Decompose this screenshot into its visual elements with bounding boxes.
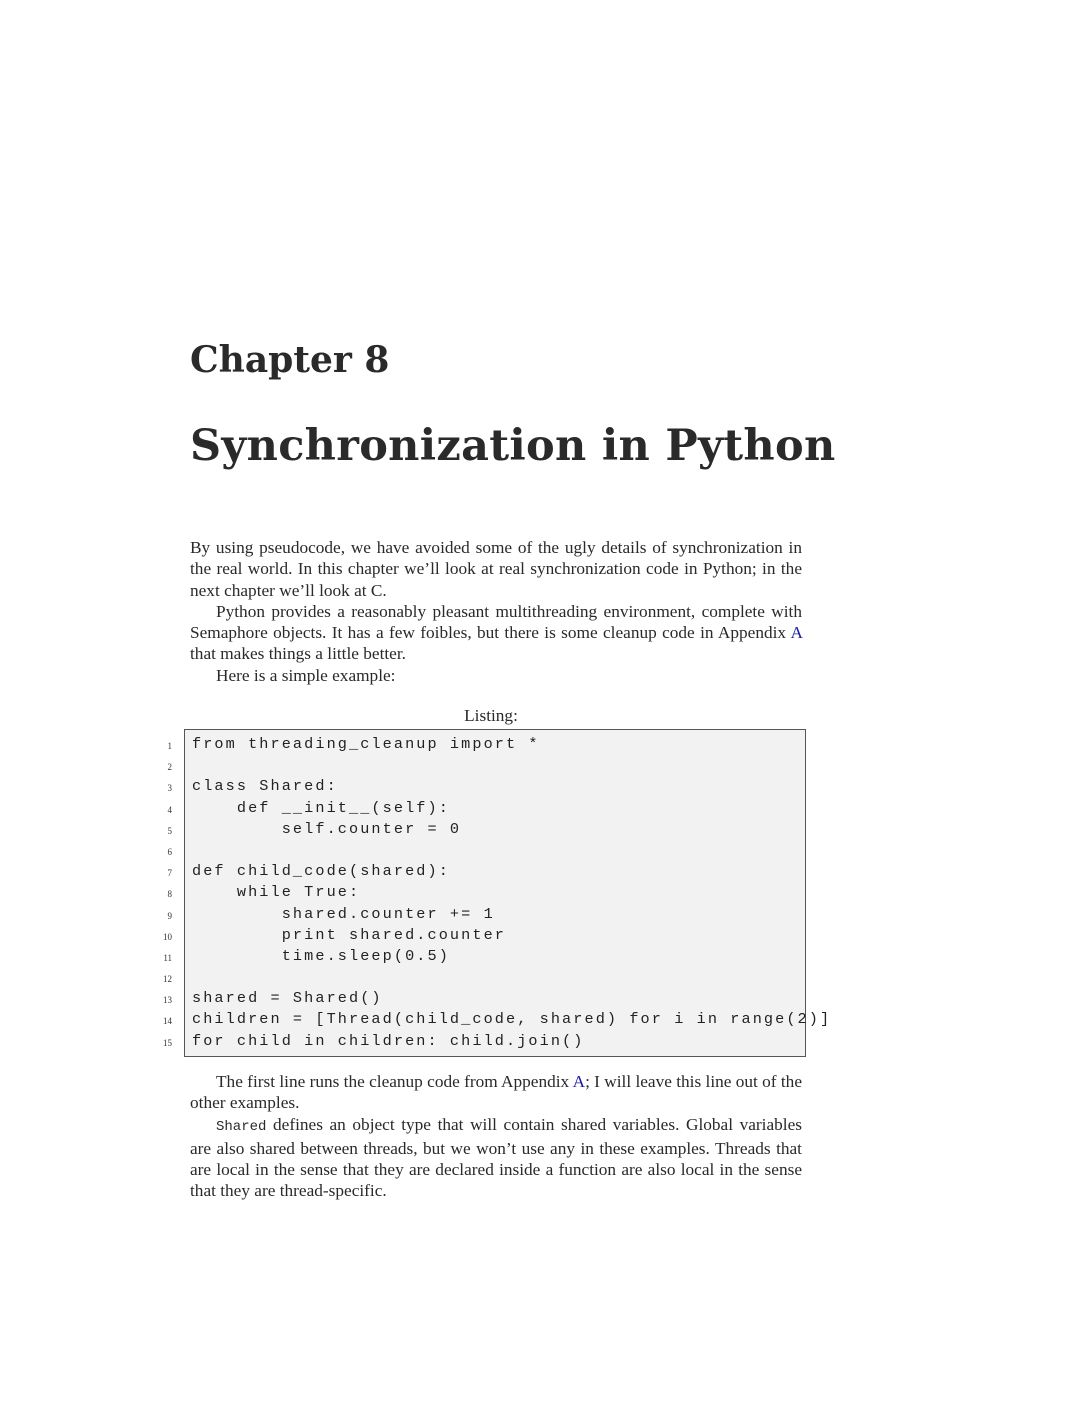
code-text: def __init__(self): bbox=[192, 798, 450, 817]
code-line bbox=[0, 798, 1088, 819]
code-line bbox=[0, 1009, 1088, 1030]
code-line bbox=[0, 755, 1088, 776]
after-paragraph-2 bbox=[190, 1114, 802, 1202]
line-number: 4 bbox=[167, 804, 172, 815]
line-number: 12 bbox=[163, 974, 172, 985]
code-line bbox=[0, 861, 1088, 882]
code-line bbox=[0, 840, 1088, 861]
line-number: 5 bbox=[167, 825, 172, 836]
appendix-a-link-2[interactable]: A bbox=[572, 1072, 586, 1091]
code-line bbox=[0, 819, 1088, 840]
code-text: def child_code(shared): bbox=[192, 862, 450, 881]
code-text: from threading_cleanup import * bbox=[192, 735, 540, 753]
code-text: print shared.counter bbox=[192, 925, 506, 944]
code-line bbox=[0, 946, 1088, 967]
line-number: 2 bbox=[167, 762, 172, 773]
code-line bbox=[0, 734, 1088, 755]
code-line bbox=[0, 904, 1088, 925]
code-line bbox=[0, 1031, 1088, 1052]
code-text: class Shared: bbox=[192, 777, 338, 796]
code-line bbox=[0, 967, 1088, 988]
code-text: time.sleep(0.5) bbox=[192, 946, 450, 965]
after-paragraph-2-text: defines an object type that will contain shared variables. Global variables are also shared between threads, but we won’t use any in these examples. Threads that are local in the sense that they are declared inside a function are also local in the sense that they are thread-specific. bbox=[190, 1114, 802, 1201]
line-number: 6 bbox=[167, 846, 172, 857]
code-text: for child in children: child.join() bbox=[192, 1031, 585, 1050]
line-number: 9 bbox=[167, 910, 172, 921]
after-paragraph-1-tail: ; I will leave this line out of the other examples. bbox=[190, 1072, 802, 1113]
code-listing bbox=[0, 734, 1088, 1052]
code-text: while True: bbox=[192, 883, 361, 902]
after-paragraph-1 bbox=[190, 1071, 802, 1114]
code-text: shared.counter += 1 bbox=[192, 904, 495, 923]
code-line bbox=[0, 925, 1088, 946]
inline-code-shared: Shared bbox=[216, 1118, 267, 1135]
intro-paragraph-1: By using pseudocode, we have avoided some of the ugly details of synchronization in the real world. In this chapter we’ll look at real synchronization code in Python; in the next chapter we’ll look at C. bbox=[190, 538, 802, 600]
line-number: 15 bbox=[163, 1037, 172, 1048]
chapter-title: Synchronization in Python bbox=[190, 421, 836, 471]
listing-caption: Listing: bbox=[464, 706, 518, 725]
after-listing-section bbox=[190, 1071, 802, 1202]
intro-paragraph-2-tail: that makes things a little better. bbox=[190, 644, 406, 664]
code-line bbox=[0, 988, 1088, 1009]
line-number: 13 bbox=[163, 995, 172, 1006]
code-text: self.counter = 0 bbox=[192, 819, 462, 838]
after-paragraph-1-text: The first line runs the cleanup code from Appendix bbox=[216, 1072, 573, 1091]
line-number: 14 bbox=[163, 1016, 172, 1027]
line-number: 1 bbox=[167, 741, 172, 751]
intro-paragraph-2-text: Python provides a reasonably pleasant multithreading environment, complete with Semaphore objects. It has a few foibles, but there is some cleanup code in Appendix bbox=[190, 601, 802, 643]
code-text: shared = Shared() bbox=[192, 989, 383, 1008]
code-text: children = [Thread(child_code, shared) for i in range(2)] bbox=[192, 1010, 832, 1029]
line-number: 11 bbox=[163, 952, 172, 963]
code-line bbox=[0, 776, 1088, 797]
line-number: 10 bbox=[163, 931, 172, 942]
line-number: 7 bbox=[167, 868, 172, 879]
code-line bbox=[0, 882, 1088, 903]
line-number: 8 bbox=[167, 889, 172, 900]
appendix-a-link[interactable]: A bbox=[790, 623, 802, 643]
line-number: 3 bbox=[167, 783, 172, 794]
intro-section bbox=[190, 537, 802, 686]
intro-paragraph-3: Here is a simple example: bbox=[216, 665, 396, 685]
chapter-label: Chapter 8 bbox=[190, 339, 390, 381]
intro-paragraph-2 bbox=[190, 601, 802, 665]
